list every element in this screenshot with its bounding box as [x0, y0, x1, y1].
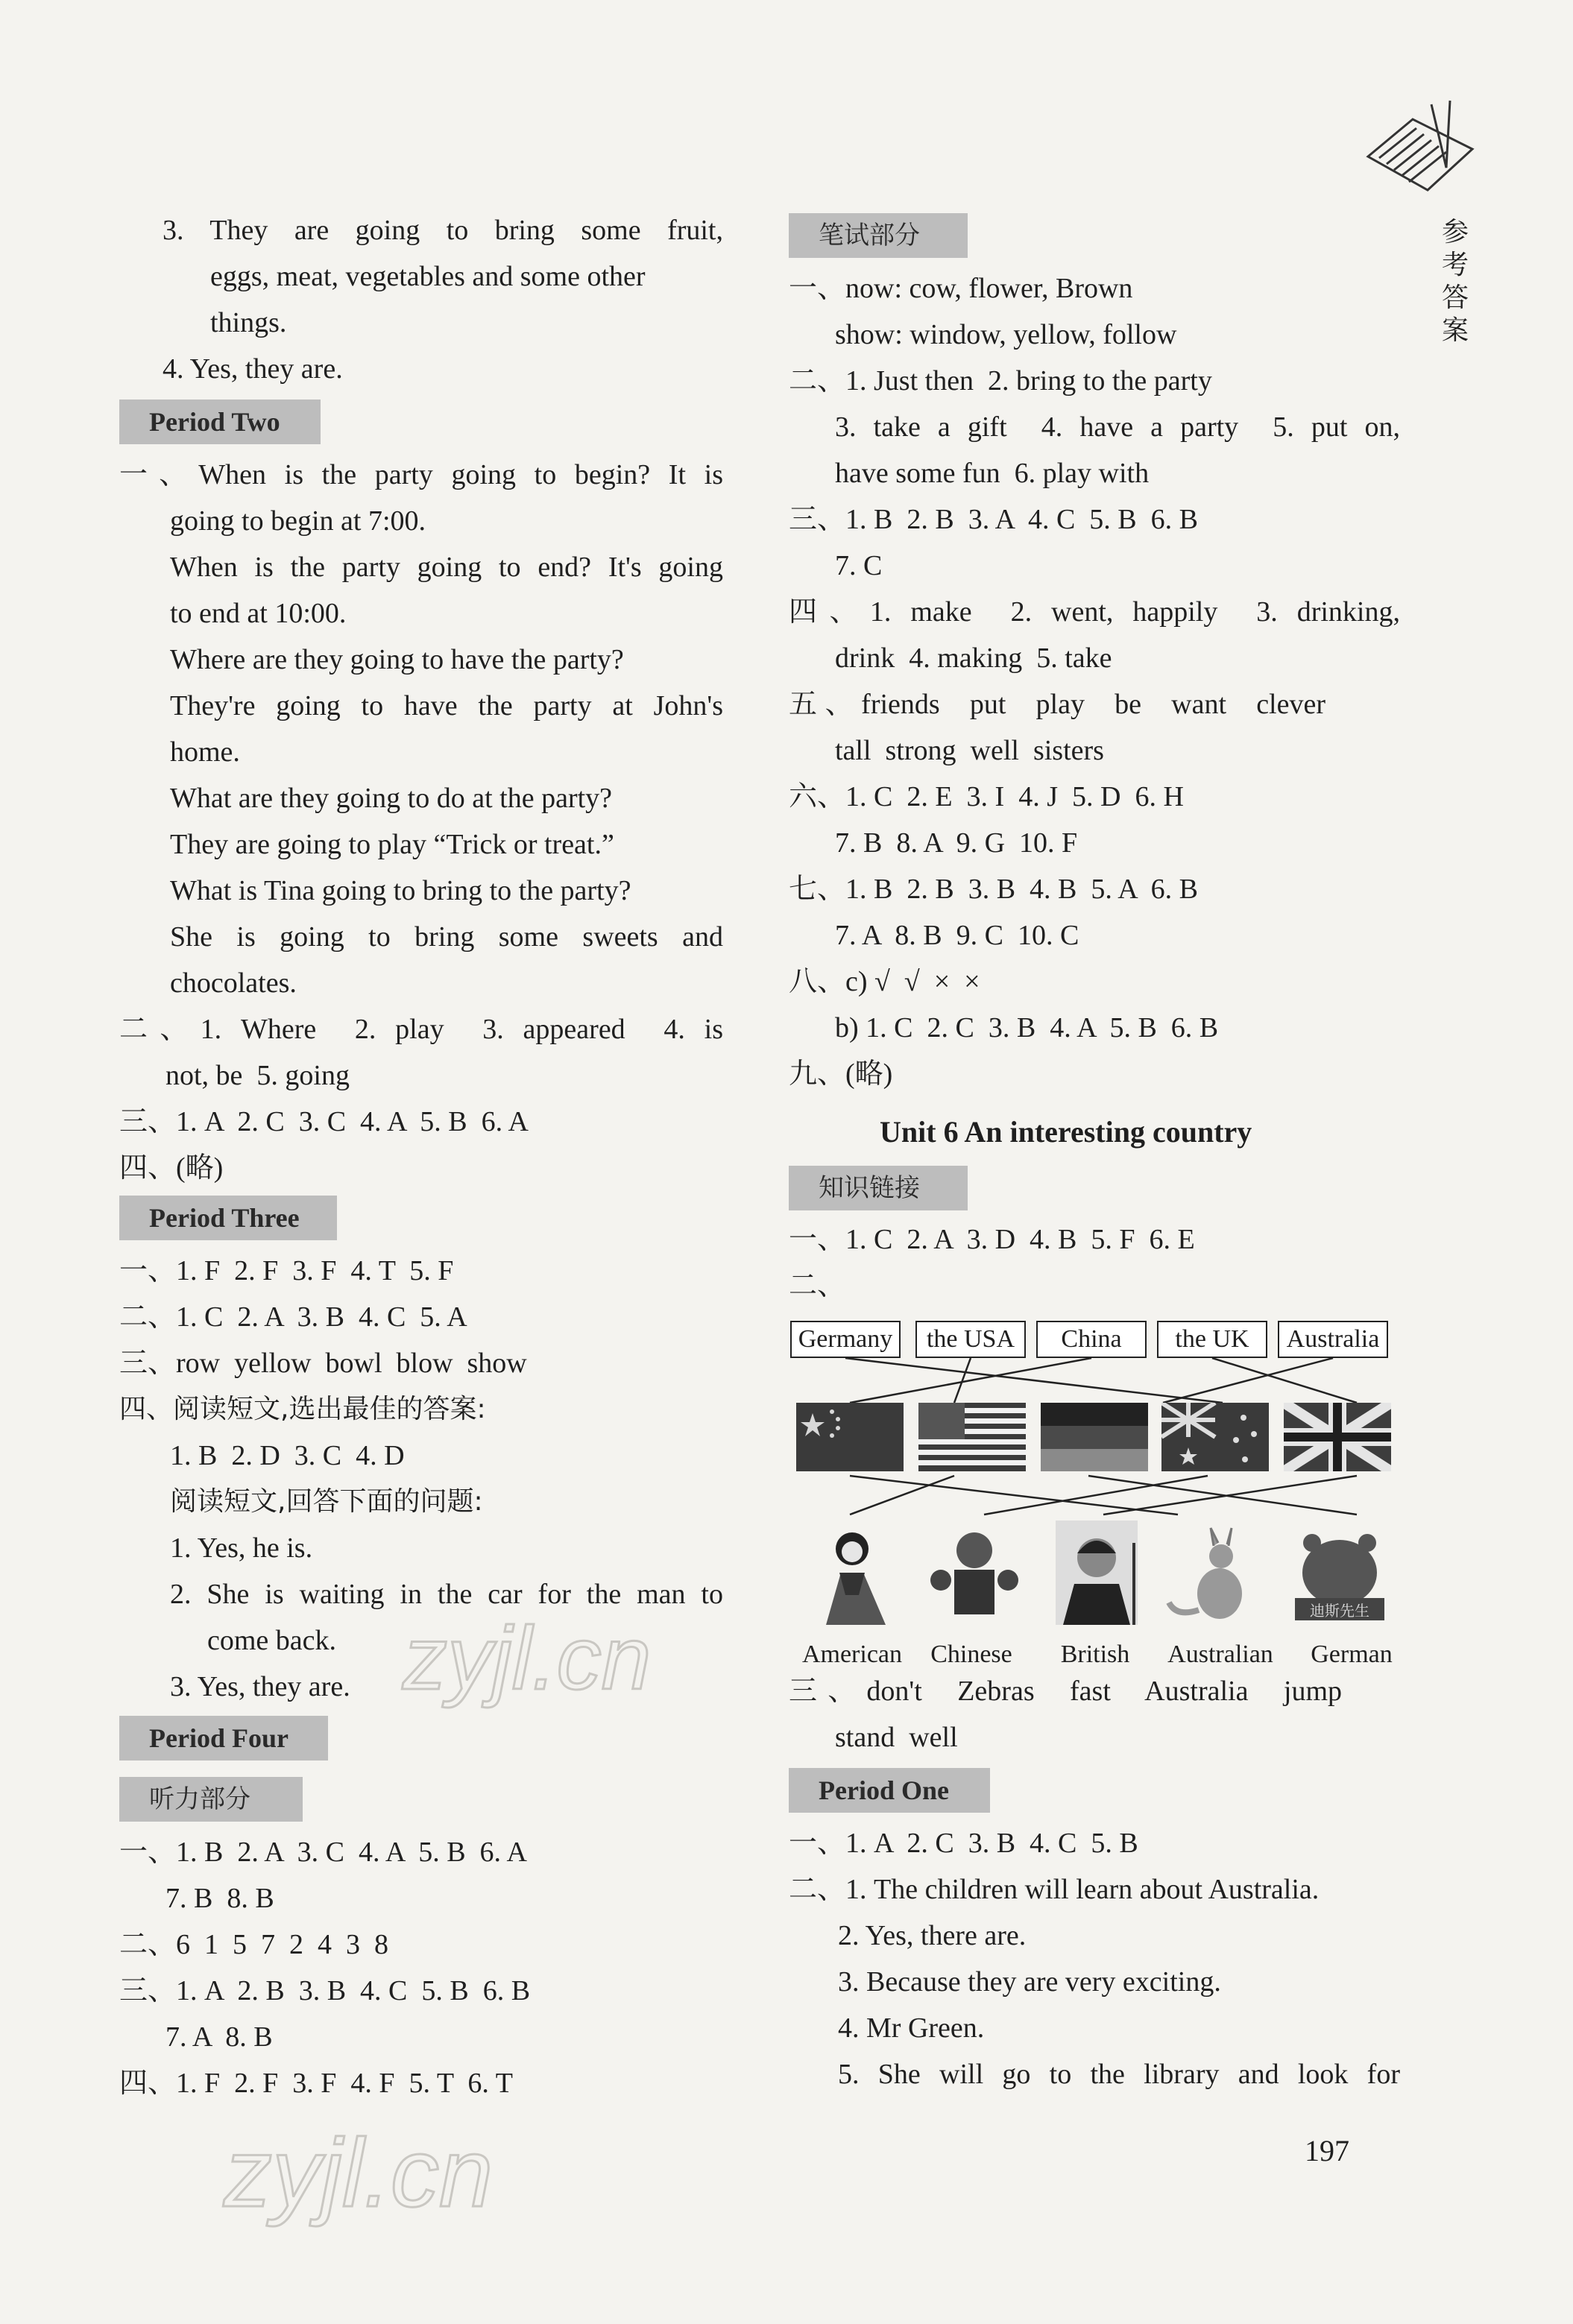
section-header-period-three: Period Three — [119, 1196, 337, 1240]
notebook-pen-icon — [1361, 97, 1480, 194]
answer-line: What is Tina going to bring to the party? — [170, 875, 631, 906]
answer-line: 二、1. Just then 2. bring to the party — [789, 365, 1212, 397]
section-header-knowledge: 知识链接 — [789, 1166, 968, 1210]
answer-line: 1. Yes, he is. — [170, 1532, 313, 1564]
answer-line: 二、6 1 5 7 2 4 3 8 — [119, 1929, 389, 1960]
answer-line: 二、 — [789, 1270, 846, 1301]
answer-line: 2. She is waiting in the car for the man to — [170, 1579, 723, 1610]
answer-line: show: window, yellow, follow — [835, 319, 1177, 350]
answer-line: 一、1. C 2. A 3. D 4. B 5. F 6. E — [789, 1224, 1195, 1255]
section-header-period-two: Period Two — [119, 400, 321, 444]
nationality-label: British — [1060, 1641, 1130, 1668]
country-box: the UK — [1157, 1321, 1267, 1358]
answer-line: What are they going to do at the party? — [170, 783, 613, 814]
answer-line: things. — [210, 307, 287, 338]
answer-line: eggs, meat, vegetables and some other — [210, 261, 646, 292]
nationality-label: Chinese — [930, 1641, 1012, 1668]
answer-line: 7. A 8. B 9. C 10. C — [835, 920, 1079, 951]
answer-line: 四、1. F 2. F 3. F 4. F 5. T 6. T — [119, 2068, 513, 2099]
answer-line: 四、(略) — [119, 1152, 224, 1184]
answer-line: 二、1. The children will learn about Australia. — [789, 1874, 1320, 1905]
answer-line: to end at 10:00. — [170, 598, 347, 629]
nationality-label: German — [1311, 1641, 1393, 1668]
answer-line: 1. B 2. D 3. C 4. D — [170, 1440, 405, 1471]
answer-line: 三、row yellow bowl blow show — [119, 1348, 527, 1379]
country-box: Australia — [1278, 1321, 1388, 1358]
usa-flag-icon — [918, 1403, 1026, 1471]
answer-line: 一、1. A 2. C 3. B 4. C 5. B — [789, 1828, 1138, 1859]
answer-line: 一、When is the party going to begin? It is — [119, 459, 723, 490]
section-header-written: 笔试部分 — [789, 213, 968, 258]
answer-line: stand well — [835, 1722, 958, 1753]
side-section-label: 参考答案 — [1441, 217, 1469, 346]
answer-line: have some fun 6. play with — [835, 458, 1150, 489]
answer-line: 九、(略) — [789, 1058, 893, 1090]
watermark: zyjl.cn — [403, 1608, 652, 1708]
answer-line: 一、now: cow, flower, Brown — [789, 273, 1133, 304]
answer-line: When is the party going to end? It's going — [170, 552, 723, 583]
answer-line: not, be 5. going — [166, 1060, 350, 1091]
answer-line: 3. Because they are very exciting. — [838, 1966, 1221, 1998]
answer-line: 4. Yes, they are. — [163, 353, 343, 385]
answer-line: b) 1. C 2. C 3. B 4. A 5. B 6. B — [835, 1012, 1219, 1043]
country-box: Germany — [790, 1321, 901, 1358]
answer-line: 5. She will go to the library and look for — [838, 2059, 1400, 2090]
nationality-label: American — [801, 1641, 903, 1668]
answer-line: 2. Yes, there are. — [838, 1920, 1027, 1951]
answer-line: 三、1. B 2. B 3. A 4. C 5. B 6. B — [789, 504, 1198, 535]
answer-line: 阅读短文,回答下面的问题: — [170, 1486, 483, 1517]
section-header-period-one: Period One — [789, 1768, 990, 1813]
answer-line: going to begin at 7:00. — [170, 505, 426, 537]
answer-line: 三、don't Zebras fast Australia jump — [789, 1676, 1342, 1707]
answer-line: 三、1. A 2. B 3. B 4. C 5. B 6. B — [119, 1975, 531, 2006]
country-box: the USA — [915, 1321, 1026, 1358]
answer-line: 7. A 8. B — [166, 2021, 273, 2053]
answer-line: 六、1. C 2. E 3. I 4. J 5. D 6. H — [789, 781, 1184, 812]
answer-line: 3. Yes, they are. — [170, 1671, 350, 1702]
answer-line: 一、1. F 2. F 3. F 4. T 5. F — [119, 1255, 454, 1286]
answer-line: They are going to play “Trick or treat.” — [170, 829, 614, 860]
answer-line: 二、1. C 2. A 3. B 4. C 5. A — [119, 1301, 467, 1333]
answer-line: She is going to bring some sweets and — [170, 921, 723, 953]
answer-line: 五、friends put play be want clever — [789, 689, 1325, 720]
answer-line: come back. — [207, 1625, 337, 1656]
kangaroo-picture — [1161, 1521, 1273, 1625]
australia-flag-icon — [1161, 1403, 1269, 1471]
snow-white-picture — [796, 1521, 908, 1625]
nationality-label: Australian — [1167, 1641, 1273, 1668]
answer-line: They're going to have the party at John's — [170, 690, 723, 721]
page-number: 197 — [1305, 2134, 1349, 2167]
answer-line: 四、1. make 2. went, happily 3. drinking, — [789, 596, 1400, 628]
uk-flag-icon — [1284, 1403, 1391, 1471]
harry-potter-picture — [1041, 1521, 1153, 1625]
answer-line: 3. take a gift 4. have a party 5. put on, — [835, 411, 1400, 443]
answer-line: home. — [170, 736, 240, 768]
answer-line: 四、阅读短文,选出最佳的答案: — [119, 1394, 486, 1424]
china-flag-icon — [796, 1403, 904, 1471]
watermark: zyjl.cn — [224, 2118, 494, 2227]
section-header-period-four: Period Four — [119, 1716, 328, 1761]
country-box: China — [1036, 1321, 1147, 1358]
answer-line: 3. They are going to bring some fruit, — [163, 215, 723, 246]
answer-line: 二、1. Where 2. play 3. appeared 4. is — [119, 1014, 723, 1045]
answer-line: drink 4. making 5. take — [835, 642, 1112, 674]
answer-line: Where are they going to have the party? — [170, 644, 624, 675]
answer-line: chocolates. — [170, 967, 297, 999]
bear-picture — [1284, 1521, 1396, 1625]
germany-flag-icon — [1041, 1403, 1148, 1471]
answer-line: 八、c) √ √ × × — [789, 966, 980, 997]
answer-line: 三、1. A 2. C 3. C 4. A 5. B 6. A — [119, 1106, 529, 1137]
kungfu-figure-picture — [918, 1521, 1030, 1625]
answer-line: 7. B 8. B — [166, 1883, 274, 1914]
answer-line: 七、1. B 2. B 3. B 4. B 5. A 6. B — [789, 874, 1198, 905]
answer-line: 7. B 8. A 9. G 10. F — [835, 827, 1078, 859]
answer-line: tall strong well sisters — [835, 735, 1104, 766]
answer-line: 4. Mr Green. — [838, 2012, 985, 2044]
answer-line: 一、1. B 2. A 3. C 4. A 5. B 6. A — [119, 1837, 527, 1868]
picture-caption: 迪斯先生 — [1310, 1602, 1369, 1620]
unit-title: Unit 6 An interesting country — [880, 1115, 1252, 1149]
section-header-listening: 听力部分 — [119, 1777, 303, 1822]
answer-line: 7. C — [835, 550, 883, 581]
